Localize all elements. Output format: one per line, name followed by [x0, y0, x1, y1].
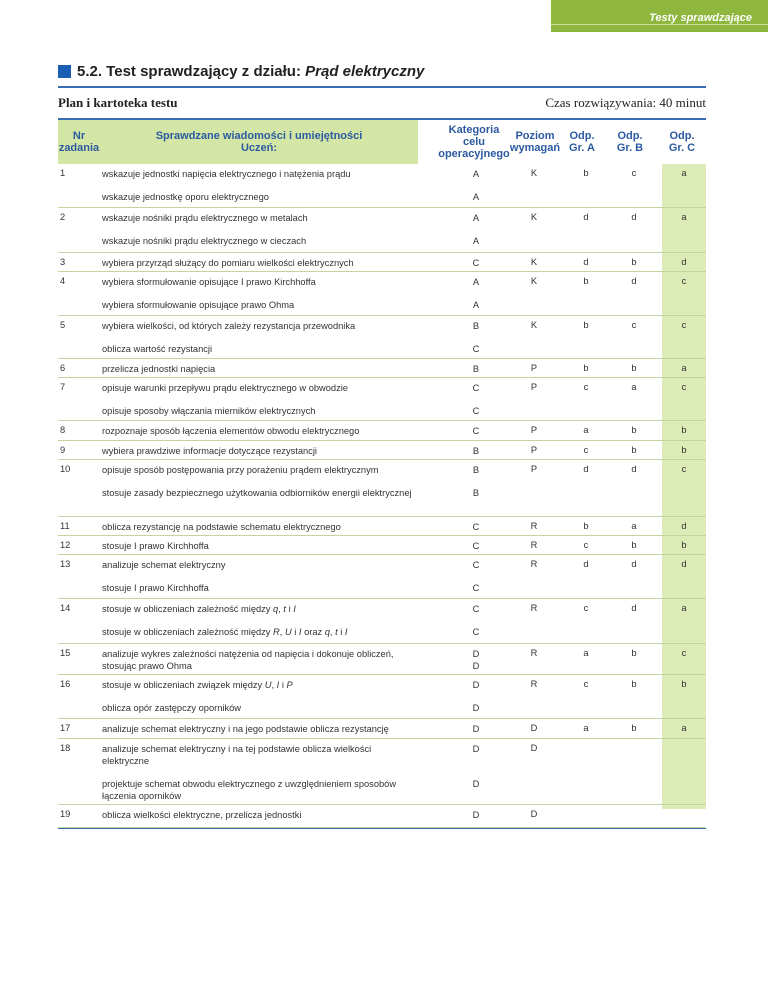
cell-nr: 11 — [60, 521, 70, 531]
cell-kat: D — [472, 779, 480, 789]
cell-kat: C — [472, 583, 480, 593]
table-row — [58, 644, 706, 675]
cell-desc: przelicza jednostki napięcia — [102, 364, 216, 374]
cell-kat: B — [472, 465, 480, 475]
cell-nr: 13 — [60, 559, 71, 569]
table-bottom-rule — [58, 828, 706, 829]
cell-kat: C — [472, 627, 480, 637]
cell-desc: wybiera sformułowanie opisujące I prawo Kirchhoffa — [102, 277, 316, 287]
cell-nr: 17 — [60, 723, 71, 733]
cell-kat: D — [472, 744, 480, 754]
cell-desc: opisuje sposób postępowania przy porażeniu prądem elektrycznym — [102, 465, 379, 475]
desc-part: stosuje w obliczeniach zależność między — [102, 627, 274, 637]
desc-part: I — [298, 627, 302, 637]
cell-kat: A — [472, 169, 480, 179]
table-row — [58, 622, 706, 644]
cell-kat: C — [472, 541, 480, 551]
table-row — [58, 164, 706, 187]
subheader — [58, 95, 706, 111]
cell-gc: d — [681, 521, 687, 531]
cell-nr: 18 — [60, 743, 71, 753]
cell-desc: wskazuje jednostki napięcia elektrycznego i natężenia prądu — [102, 169, 351, 179]
desc-part: i — [285, 604, 294, 614]
cell-kat: B — [472, 364, 480, 374]
cell-gb: b — [631, 679, 637, 689]
desc-part: P — [286, 680, 293, 690]
cell-ga: d — [583, 257, 589, 267]
cell-gb: c — [631, 168, 637, 178]
table-row — [58, 805, 706, 828]
table-row — [58, 739, 706, 774]
cell-ga: d — [583, 464, 589, 474]
cell-gc: a — [681, 723, 687, 733]
title-marker-icon — [58, 65, 71, 78]
cell-gb: d — [631, 276, 637, 286]
header-line: Sprawdzane wiadomości i umiejętności — [155, 130, 363, 142]
cell-kat: D — [472, 703, 480, 713]
header-line: Poziom — [515, 130, 555, 142]
header-line: operacyjnego — [438, 148, 510, 160]
header-line: celu — [462, 136, 485, 148]
cell-poz: D — [530, 809, 538, 819]
cell-gb: d — [631, 464, 637, 474]
cell-poz: R — [530, 540, 538, 550]
cell-nr: 12 — [60, 540, 71, 550]
cell-ga: a — [583, 648, 589, 658]
cell-desc: wskazuje nośniki prądu elektrycznego w metalach — [102, 213, 308, 223]
cell-kat: A — [472, 236, 480, 246]
desc-part: i — [291, 627, 299, 637]
cell-kat: D — [472, 724, 480, 734]
cell-nr: 6 — [60, 363, 66, 373]
cell-poz: P — [530, 382, 538, 392]
desc-part: i — [337, 627, 345, 637]
cell-poz: K — [530, 212, 538, 222]
cell-kat: C — [472, 383, 480, 393]
cell-gc: a — [681, 168, 687, 178]
table-row — [58, 253, 706, 272]
cell-poz: R — [530, 679, 538, 689]
table-row — [58, 578, 706, 599]
time-label: Czas rozwiązywania: 40 minut — [545, 95, 706, 110]
cell-gc: d — [681, 257, 687, 267]
desc-part: I — [293, 604, 296, 614]
cell-gb: a — [631, 521, 637, 531]
cell-poz: R — [530, 648, 538, 658]
table-row — [58, 359, 706, 378]
header-line: zadania — [58, 142, 100, 154]
desc-part: U — [284, 627, 292, 637]
header-line: Odp. — [669, 130, 695, 142]
cell-desc: opisuje sposoby włączania mierników elektrycznych — [102, 406, 316, 416]
title-prefix: 5.2. Test sprawdzający z działu: — [77, 63, 306, 80]
cell-ga: c — [583, 603, 589, 613]
desc-part: , — [329, 627, 336, 637]
cell-desc: wskazuje jednostkę oporu elektrycznego — [102, 192, 269, 202]
table-row — [58, 208, 706, 231]
cell-kat: C — [472, 258, 480, 268]
table-row — [58, 599, 706, 622]
cell-gb: c — [631, 320, 637, 330]
cell-gc: b — [681, 425, 687, 435]
title-rule — [58, 86, 706, 88]
header-line: Kategoria — [448, 124, 500, 136]
cell-ga: c — [583, 540, 589, 550]
table-row — [58, 421, 706, 441]
test-plan-table — [58, 118, 706, 829]
cell-desc: opisuje warunki przepływu prądu elektrycznego w obwodzie — [102, 383, 348, 393]
cell-poz: P — [530, 363, 538, 373]
cell-gb: b — [631, 445, 637, 455]
cell-desc: wybiera przyrząd służący do pomiaru wielkości elektrycznych — [102, 258, 354, 268]
cell-gc: c — [681, 276, 687, 286]
table-row — [58, 295, 706, 316]
cell-nr: 3 — [60, 257, 66, 267]
desc-part: q — [273, 604, 279, 614]
page-title — [58, 63, 424, 80]
cell-desc: stosuje I prawo Kirchhoffa — [102, 541, 209, 551]
cell-desc: analizuje schemat elektryczny i na tej podstawie oblicza wielkości elektryczne — [102, 744, 372, 766]
cell-desc: analizuje schemat elektryczny i na jego podstawie oblicza rezystancję — [102, 724, 389, 734]
table-row — [58, 231, 706, 253]
header-line: Gr. C — [668, 142, 696, 154]
cell-gc: a — [681, 363, 687, 373]
cell-kat: B — [472, 446, 480, 456]
cell-desc: oblicza rezystancję na podstawie schematu elektrycznego — [102, 522, 341, 532]
cell-nr: 9 — [60, 445, 66, 455]
desc-part: U — [264, 680, 272, 690]
cell-desc: wybiera prawdziwe informacje dotyczące rezystancji — [102, 446, 317, 456]
cell-desc: stosuje I prawo Kirchhoffa — [102, 583, 209, 593]
cell-kat: B — [472, 488, 480, 498]
cell-gb: d — [631, 559, 637, 569]
cell-desc: projektuje schemat obwodu elektrycznego z uwzględnieniem sposobów łączenia oporników — [102, 779, 397, 801]
tab-divider — [551, 24, 768, 25]
desc-part: I — [344, 627, 348, 637]
cell-gb: a — [631, 382, 637, 392]
cell-poz: P — [530, 464, 538, 474]
cell-gc: d — [681, 559, 687, 569]
cell-desc: analizuje wykres zależności natężenia od napięcia i dokonuje obliczeń, stosując prawo Ohma — [102, 649, 394, 671]
cell-nr: 1 — [60, 168, 66, 178]
header-line: Uczeń: — [240, 142, 278, 154]
desc-part: stosuje w obliczeniach związek między — [102, 680, 265, 690]
table-header — [58, 118, 706, 164]
header-line: Gr. A — [569, 142, 595, 154]
table-row — [58, 719, 706, 739]
cell-gc: c — [681, 464, 687, 474]
plan-label: Plan i kartoteka testu — [58, 95, 178, 110]
header-group-b — [606, 120, 654, 164]
cell-kat: D — [472, 680, 480, 690]
table-row — [58, 378, 706, 401]
header-category — [438, 120, 510, 164]
cell-desc — [102, 679, 412, 691]
cell-nr: 2 — [60, 212, 66, 222]
cell-nr: 15 — [60, 648, 71, 658]
cell-kat: A — [472, 300, 480, 310]
cell-kat: C — [472, 522, 480, 532]
cell-poz: K — [530, 276, 538, 286]
desc-part: t — [335, 627, 338, 637]
cell-desc: rozpoznaje sposób łączenia elementów obwodu elektrycznego — [102, 426, 360, 436]
table-row — [58, 483, 706, 517]
cell-desc: oblicza opór zastępczy oporników — [102, 703, 242, 713]
cell-gc: b — [681, 679, 687, 689]
cell-poz: P — [530, 425, 538, 435]
cell-kat: A — [472, 277, 480, 287]
cell-gc: b — [681, 445, 687, 455]
cell-gb: b — [631, 723, 637, 733]
table-row — [58, 555, 706, 578]
cell-kat: B — [472, 321, 480, 331]
cell-gb: d — [631, 212, 637, 222]
header-line: wymagań — [509, 142, 561, 154]
table-row — [58, 517, 706, 536]
desc-part: t — [283, 604, 286, 614]
table-row — [58, 698, 706, 719]
cell-desc: wybiera wielkości, od których zależy rezystancja przewodnika — [102, 321, 356, 331]
cell-poz: R — [530, 521, 538, 531]
header-group-a — [558, 120, 606, 164]
cell-kat: C — [472, 560, 480, 570]
cell-gb: b — [631, 257, 637, 267]
cell-gb: b — [631, 363, 637, 373]
desc-part: I — [276, 680, 280, 690]
category-line: D — [472, 649, 480, 659]
cell-desc — [102, 603, 412, 615]
cell-gb: b — [631, 425, 637, 435]
table-body — [58, 164, 706, 828]
cell-kat: C — [472, 426, 480, 436]
cell-poz: K — [530, 257, 538, 267]
header-line: Odp. — [569, 130, 595, 142]
header-line: Gr. B — [616, 142, 644, 154]
cell-desc — [102, 626, 412, 638]
table-row — [58, 675, 706, 698]
cell-poz: P — [530, 445, 538, 455]
cell-desc: oblicza wielkości elektryczne, przelicza jednostki — [102, 810, 302, 820]
desc-part: i — [279, 680, 287, 690]
cell-poz: D — [530, 743, 538, 753]
table-row — [58, 441, 706, 460]
table-row — [58, 774, 706, 805]
category-line: D — [472, 661, 480, 671]
cell-nr: 7 — [60, 382, 66, 392]
cell-ga: a — [583, 425, 589, 435]
cell-ga: d — [583, 559, 589, 569]
cell-ga: c — [583, 382, 589, 392]
cell-ga: c — [583, 445, 589, 455]
desc-part: stosuje w obliczeniach zależność między — [102, 604, 274, 614]
table-row — [58, 339, 706, 359]
cell-ga: b — [583, 276, 589, 286]
cell-desc: oblicza wartość rezystancji — [102, 344, 213, 354]
cell-gc: c — [681, 382, 687, 392]
header-line: Nr — [72, 130, 86, 142]
table-row — [58, 187, 706, 208]
cell-poz: R — [530, 559, 538, 569]
cell-nr: 5 — [60, 320, 66, 330]
cell-ga: b — [583, 521, 589, 531]
cell-kat — [466, 648, 486, 672]
cell-kat: C — [472, 344, 480, 354]
cell-poz: D — [530, 723, 538, 733]
cell-kat: C — [472, 604, 480, 614]
desc-part: oraz — [301, 627, 325, 637]
desc-part: , — [278, 604, 284, 614]
desc-part: R — [273, 627, 280, 637]
table-row — [58, 272, 706, 295]
table-row — [58, 316, 706, 339]
cell-gc: c — [681, 648, 687, 658]
section-tab: Testy sprawdzające — [551, 0, 768, 32]
cell-poz: K — [530, 168, 538, 178]
cell-kat: A — [472, 213, 480, 223]
cell-desc: wskazuje nośniki prądu elektrycznego w cieczach — [102, 236, 307, 246]
title-topic: Prąd elektryczny — [305, 63, 425, 80]
cell-poz: R — [530, 603, 538, 613]
cell-gc: a — [681, 212, 687, 222]
cell-nr: 8 — [60, 425, 66, 435]
cell-gc: a — [681, 603, 687, 613]
cell-nr: 19 — [60, 809, 71, 819]
header-level — [506, 120, 564, 164]
cell-desc: stosuje zasady bezpiecznego użytkowania odbiorników energii elektrycznej — [102, 488, 412, 498]
cell-gb: d — [631, 603, 637, 613]
table-row — [58, 536, 706, 555]
cell-poz: K — [530, 320, 538, 330]
cell-gc: c — [681, 320, 687, 330]
cell-ga: b — [583, 320, 589, 330]
cell-desc: wybiera sformułowanie opisujące prawo Ohma — [102, 300, 295, 310]
desc-part: , — [271, 680, 277, 690]
desc-part: q — [324, 627, 330, 637]
header-nr — [58, 120, 100, 164]
cell-nr: 16 — [60, 679, 71, 689]
header-group-c — [658, 120, 706, 164]
cell-gc: b — [681, 540, 687, 550]
cell-nr: 10 — [60, 464, 71, 474]
cell-ga: b — [583, 363, 589, 373]
cell-gb: b — [631, 648, 637, 658]
cell-nr: 14 — [60, 603, 71, 613]
desc-part: , — [279, 627, 285, 637]
cell-gb: b — [631, 540, 637, 550]
header-line: Odp. — [617, 130, 643, 142]
cell-ga: a — [583, 723, 589, 733]
cell-nr: 4 — [60, 276, 66, 286]
cell-kat: A — [472, 192, 480, 202]
table-row — [58, 401, 706, 421]
table-row — [58, 460, 706, 483]
cell-ga: c — [583, 679, 589, 689]
header-desc — [100, 120, 418, 164]
cell-ga: d — [583, 212, 589, 222]
cell-desc: analizuje schemat elektryczny — [102, 560, 226, 570]
cell-kat: C — [472, 406, 480, 416]
cell-ga: b — [583, 168, 589, 178]
cell-kat: D — [472, 810, 480, 820]
